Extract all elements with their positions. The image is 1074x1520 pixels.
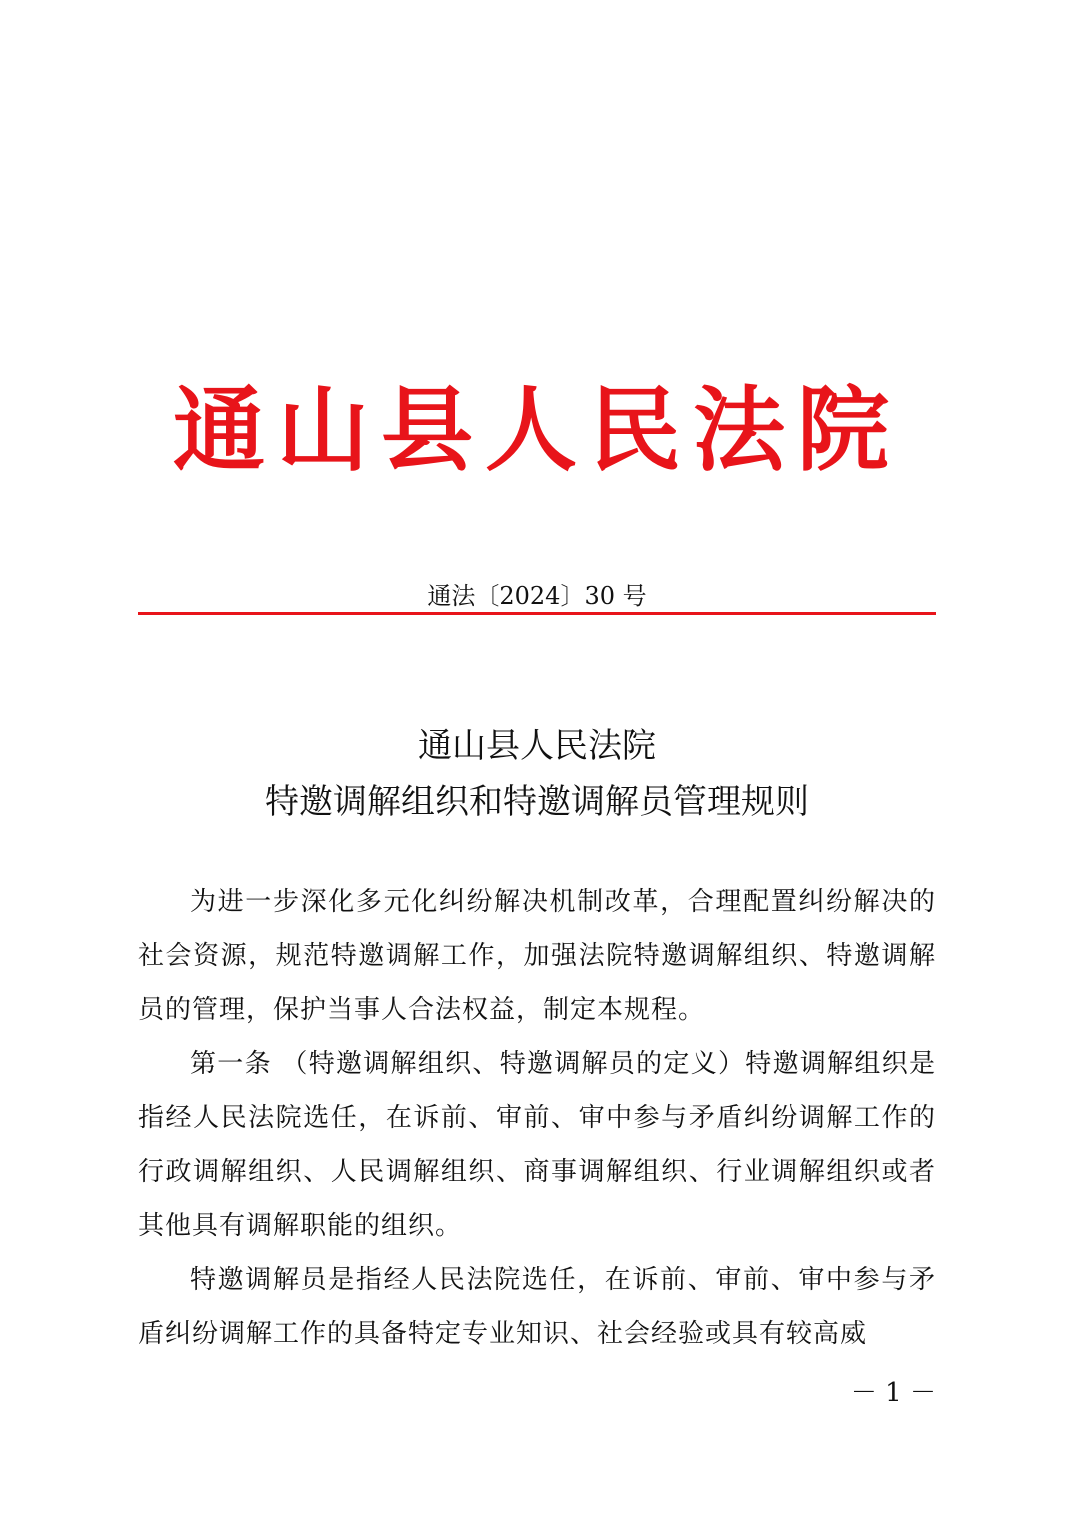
page-number: － 1 －: [850, 1378, 936, 1408]
body-paragraph: 第一条 （特邀调解组织、特邀调解员的定义）特邀调解组织是指经人民法院选任，在诉前、审前、审中参与矛盾纠纷调解工作的行政调解组织、人民调解组织、商事调解组织、行业调解组织或者其他具有调解职能的组织。: [138, 1049, 936, 1241]
title-line-2: 特邀调解组织和特邀调解员管理规则: [265, 782, 809, 822]
red-divider-line: [138, 612, 936, 615]
document-number: 通法〔2024〕30 号: [427, 582, 647, 610]
title-line-1: 通山县人民法院: [418, 726, 656, 766]
body-paragraph: 特邀调解员是指经人民法院选任，在诉前、审前、审中参与矛盾纠纷调解工作的具备特定专业知识、社会经验或具有较高威: [138, 1265, 936, 1349]
document-body: [138, 875, 936, 1361]
document-title: [0, 718, 1074, 830]
court-masthead: 通山县人民法院: [172, 376, 901, 484]
body-paragraph: 为进一步深化多元化纠纷解决机制改革，合理配置纠纷解决的社会资源，规范特邀调解工作，加强法院特邀调解组织、特邀调解员的管理，保护当事人合法权益，制定本规程。: [138, 887, 936, 1025]
